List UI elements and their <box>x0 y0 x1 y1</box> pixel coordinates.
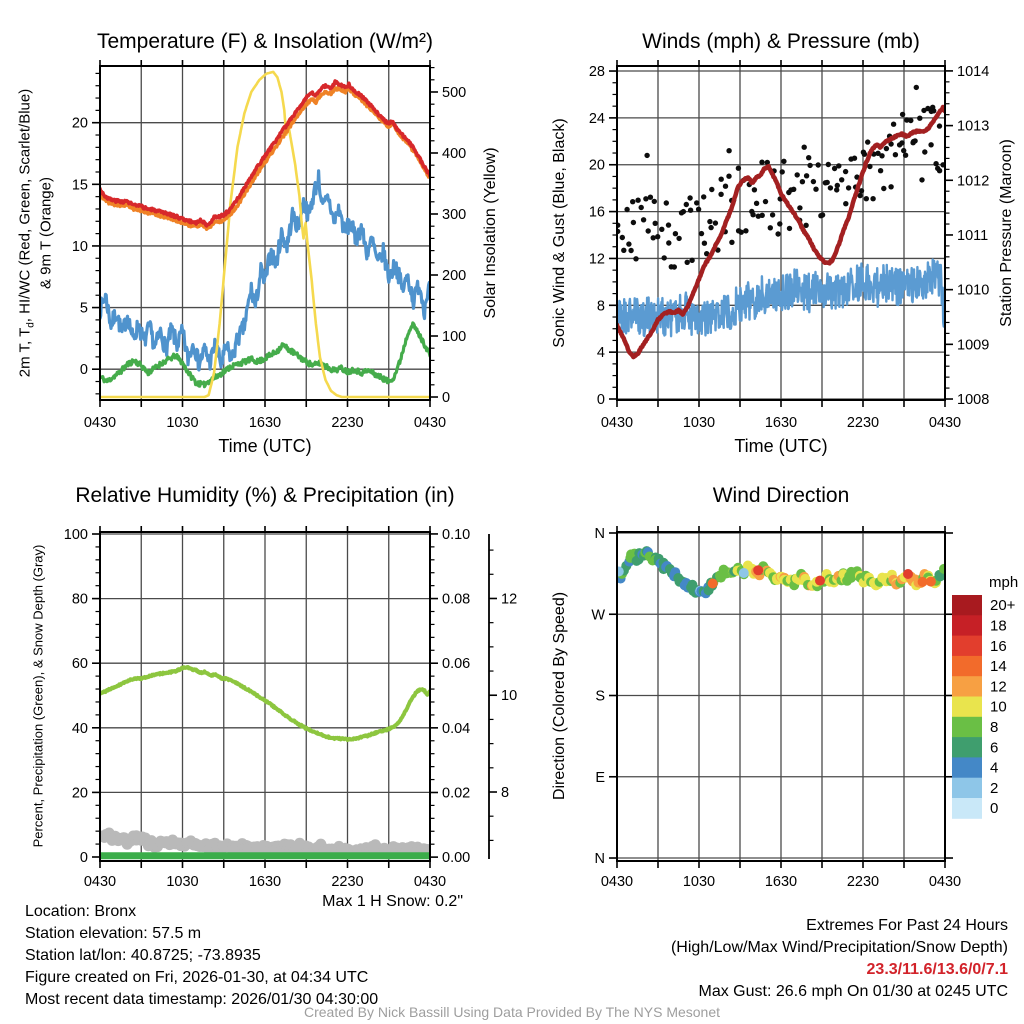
svg-text:10: 10 <box>990 698 1007 716</box>
svg-text:10: 10 <box>71 238 88 255</box>
svg-text:0: 0 <box>596 392 605 409</box>
svg-text:8: 8 <box>596 298 605 315</box>
pressure-y-axis-label: Station Pressure (Maroon) <box>998 139 1015 327</box>
temperature-y-axis-label: 2m T, $T_d$, HI/WC (Red, Green, Scarlet/Blue) & 9m T (Orange) <box>16 88 55 378</box>
svg-text:1030: 1030 <box>682 874 716 890</box>
svg-text:14: 14 <box>990 658 1007 676</box>
svg-text:15: 15 <box>71 177 88 194</box>
svg-text:12: 12 <box>588 251 605 268</box>
svg-text:16: 16 <box>990 637 1007 655</box>
svg-text:40: 40 <box>71 720 88 737</box>
footer-location: Location: Bronx <box>25 903 137 920</box>
svg-text:E: E <box>595 769 605 786</box>
winds-pressure-chart <box>589 60 989 431</box>
svg-text:20: 20 <box>71 785 88 802</box>
credit-line: Created By Nick Bassill Using Data Provided By The NYS Mesonet <box>303 1004 721 1020</box>
extremes-values: 23.3/11.6/13.6/0/7.1 <box>866 961 1008 978</box>
svg-text:0430: 0430 <box>83 874 117 890</box>
svg-text:1630: 1630 <box>248 415 282 431</box>
svg-text:200: 200 <box>442 268 467 285</box>
svg-text:12: 12 <box>990 678 1007 696</box>
humidity-precipitation-chart <box>64 526 517 890</box>
svg-text:100: 100 <box>63 527 88 544</box>
svg-text:1630: 1630 <box>764 415 798 431</box>
wind-direction-dots <box>612 546 950 598</box>
svg-text:1008: 1008 <box>957 392 990 409</box>
svg-text:28: 28 <box>588 64 605 81</box>
temperature-insolation-chart <box>72 60 466 431</box>
direction-y-axis-label: Direction (Colored By Speed) <box>551 591 568 801</box>
svg-text:2230: 2230 <box>846 874 880 890</box>
legend-mph-label: mph <box>989 574 1019 591</box>
svg-text:1630: 1630 <box>248 874 282 890</box>
svg-text:0430: 0430 <box>928 415 962 431</box>
svg-text:4: 4 <box>596 345 605 362</box>
svg-text:1013: 1013 <box>957 118 990 135</box>
svg-text:0.02: 0.02 <box>442 785 471 802</box>
svg-text:W: W <box>591 607 605 624</box>
svg-text:0.04: 0.04 <box>442 720 471 737</box>
svg-text:1630: 1630 <box>764 874 798 890</box>
svg-text:0: 0 <box>79 849 88 866</box>
svg-text:0.08: 0.08 <box>442 591 471 608</box>
wind-y-axis-label: Sonic Wind & Gust (Blue, Black) <box>551 118 568 348</box>
svg-text:60: 60 <box>71 656 88 673</box>
svg-text:1011: 1011 <box>957 227 989 244</box>
time-axis-label: Time (UTC) <box>218 436 312 456</box>
svg-text:1030: 1030 <box>166 874 199 890</box>
time-axis-label: Time (UTC) <box>734 436 828 456</box>
svg-text:0430: 0430 <box>413 415 447 431</box>
svg-text:1030: 1030 <box>682 415 716 431</box>
svg-text:20: 20 <box>588 157 605 174</box>
svg-text:0.06: 0.06 <box>442 656 471 673</box>
svg-text:2: 2 <box>990 779 999 797</box>
humidity-chart-title: Relative Humidity (%) & Precipitation (in) <box>75 484 455 507</box>
grid-lines <box>100 532 430 861</box>
svg-text:0.10: 0.10 <box>442 526 471 543</box>
svg-text:0430: 0430 <box>600 415 634 431</box>
svg-text:24: 24 <box>588 110 605 127</box>
svg-text:0430: 0430 <box>83 415 117 431</box>
svg-text:5: 5 <box>79 300 88 317</box>
svg-text:1014: 1014 <box>957 63 990 80</box>
svg-text:4: 4 <box>990 759 999 777</box>
svg-text:0: 0 <box>79 362 88 379</box>
max-gust-note: Max Gust: 26.6 mph On 01/30 at 0245 UTC <box>698 983 1008 1000</box>
svg-text:0430: 0430 <box>413 874 447 890</box>
svg-text:1009: 1009 <box>957 337 990 354</box>
speed-legend <box>952 595 1016 819</box>
footer-created: Figure created on Fri, 2026-01-30, at 04:34 UTC <box>25 969 369 986</box>
wind-direction-chart <box>591 526 1015 890</box>
extremes-title: Extremes For Past 24 Hours <box>806 917 1008 934</box>
footer-latlon: Station lat/lon: 40.8725; -73.8935 <box>25 947 261 964</box>
svg-text:0430: 0430 <box>600 874 634 890</box>
svg-text:300: 300 <box>442 206 467 223</box>
svg-text:8: 8 <box>501 785 510 802</box>
temperature-chart-title: Temperature (F) & Insolation (W/m²) <box>96 30 434 53</box>
max-snow-note: Max 1 H Snow: 0.2" <box>322 893 463 910</box>
svg-text:1012: 1012 <box>957 173 990 190</box>
footer-elevation: Station elevation: 57.5 m <box>25 925 202 942</box>
svg-text:100: 100 <box>442 329 467 346</box>
svg-text:8: 8 <box>990 718 999 736</box>
svg-text:16: 16 <box>588 204 605 221</box>
footer-timestamp: Most recent data timestamp: 2026/01/30 04:30:00 <box>25 991 379 1008</box>
svg-text:0: 0 <box>442 390 451 407</box>
wind-direction-chart-title: Wind Direction <box>712 484 850 507</box>
svg-text:10: 10 <box>501 688 518 705</box>
svg-text:N: N <box>594 851 605 868</box>
extremes-subtitle: (High/Low/Max Wind/Precipitation/Snow Depth) <box>670 939 1008 956</box>
svg-text:80: 80 <box>71 591 88 608</box>
svg-text:0: 0 <box>990 800 999 818</box>
svg-text:6: 6 <box>990 739 999 757</box>
axis-ticks <box>92 526 497 868</box>
grid-lines <box>617 66 945 400</box>
tick-labels <box>589 64 989 431</box>
svg-text:0430: 0430 <box>928 874 962 890</box>
svg-text:N: N <box>594 525 605 542</box>
svg-text:2230: 2230 <box>846 415 880 431</box>
svg-text:S: S <box>595 688 605 705</box>
insolation-y-axis-label: Solar Insolation (Yellow) <box>482 147 499 319</box>
svg-text:1010: 1010 <box>957 282 990 299</box>
svg-text:20+: 20+ <box>990 597 1016 615</box>
svg-text:20: 20 <box>71 115 88 132</box>
svg-text:400: 400 <box>442 145 467 162</box>
svg-text:1030: 1030 <box>166 415 199 431</box>
svg-text:12: 12 <box>501 591 518 608</box>
winds-chart-title: Winds (mph) & Pressure (mb) <box>642 30 920 53</box>
svg-text:0.00: 0.00 <box>442 850 471 867</box>
svg-text:2230: 2230 <box>331 415 364 431</box>
svg-text:18: 18 <box>990 617 1007 635</box>
svg-text:2230: 2230 <box>331 874 364 890</box>
svg-text:500: 500 <box>442 84 467 101</box>
humidity-y-axis-label: Percent, Precipitation (Green), & Snow Depth (Gray) <box>30 544 46 848</box>
